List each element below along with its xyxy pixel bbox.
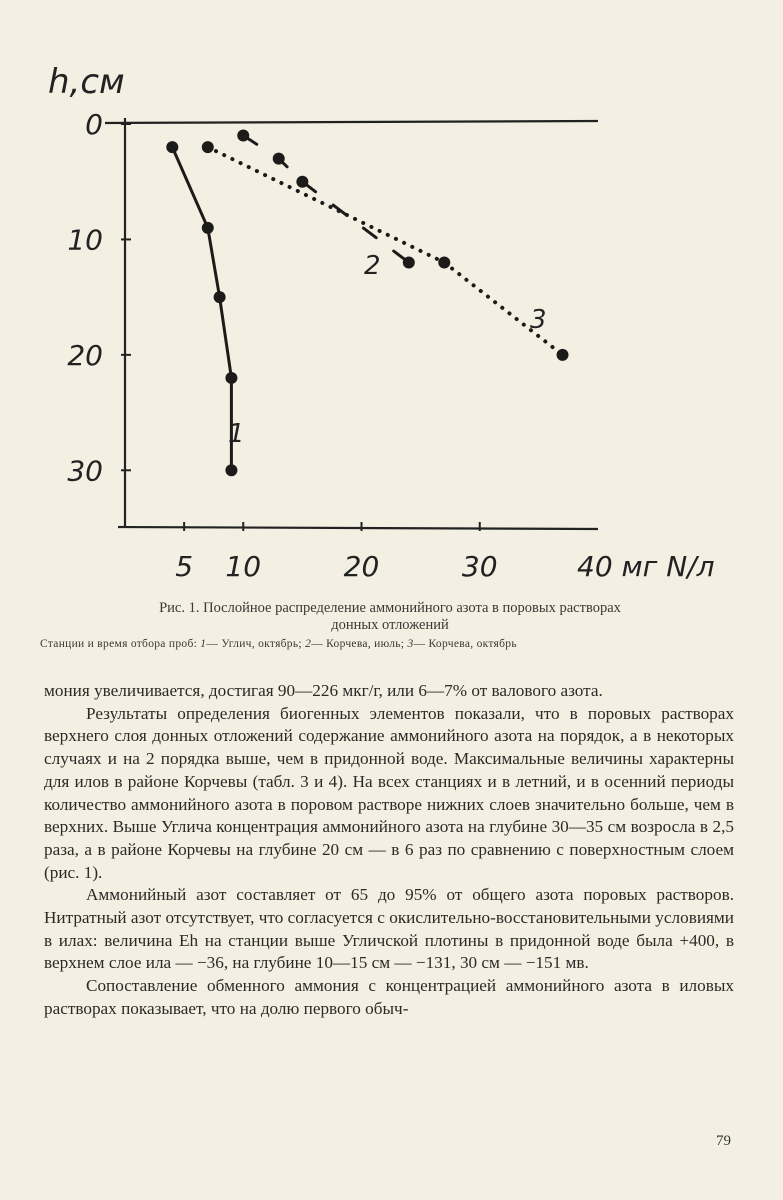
x-tick-label-5: 5: [175, 550, 194, 583]
series-1-point-3: [225, 372, 237, 384]
series-line-3: [208, 147, 563, 355]
series-1-point-1: [202, 222, 214, 234]
series-line-1: [172, 147, 231, 470]
legend-num-1: 1: [200, 638, 207, 650]
series-2-point-2: [296, 176, 308, 188]
x-ticks: [175, 522, 497, 583]
series-3-point-2: [557, 349, 569, 361]
series-2-point-3: [403, 257, 415, 269]
series-2-point-0: [237, 130, 249, 142]
paragraph-1: мония увеличивается, достигая 90—226 мкг/г, или 6—7% от валового азота.: [44, 681, 603, 700]
series-label-3: 3: [530, 305, 547, 335]
x-tick-label-20: 20: [343, 550, 380, 583]
series-1-point-4: [225, 464, 237, 476]
caption-line-1: Рис. 1. Послойное распределение аммонийного азота в поровых растворах: [159, 600, 621, 616]
x-tick-label-10: 10: [225, 550, 262, 583]
body-text: [44, 680, 734, 1021]
legend-num-2: 2: [305, 638, 312, 650]
y-tick-label-0: 0: [85, 108, 103, 141]
paragraph-3: Аммонийный азот составляет от 65 до 95% от общего азота поровых растворов. Нитратный азот отсутствует, что согласуется с окислительно-восстановительными условиями в илах: величина Eh на станции выше Угличской плотины в придонной воде была +400, в верхнем слое ила — −36, на глубине 10—15 см — −131, 30 см — −151 мв.: [44, 885, 734, 973]
legend-text-3: — Корчева, октябрь: [413, 638, 517, 650]
series-1-point-2: [214, 291, 226, 303]
series-1-point-0: [166, 141, 178, 153]
legend-text-1: — Углич, октябрь;: [206, 638, 302, 650]
legend-text-2: — Корчева, июль;: [311, 638, 405, 650]
y-axis-title: h,см: [48, 62, 125, 102]
y-ticks: [67, 108, 131, 487]
top-axis: [105, 121, 598, 123]
y-tick-label-30: 30: [67, 454, 103, 488]
caption-legend: [40, 638, 760, 650]
y-tick-label-10: 10: [67, 223, 103, 257]
x-tick-label-30: 30: [461, 550, 498, 583]
legend-num-3: 3: [407, 638, 414, 650]
series-3-point-1: [438, 257, 450, 269]
series-label-1: 1: [228, 419, 245, 449]
figure-caption: [40, 600, 740, 634]
page-number: 79: [716, 1133, 731, 1149]
paragraph-4: Сопоставление обменного аммония с концентрацией аммонийного азота в иловых растворах показывает, что на долю первого обыч-: [44, 976, 734, 1018]
paragraph-2: Результаты определения биогенных элементов показали, что в поровых растворах верхнего слоя донных отложений содержание аммонийного азота на порядок, а в некоторых случаях и на 2 порядка выше, чем в придонной воде. Максимальные величины характерны для илов в районе Корчевы (табл. 3 и 4). На всех станциях и в летний, и в осенний периоды количество аммонийного азота в поровом растворе нижних слоев значительно больше, чем в верхних. Выше Углича концентрация аммонийного азота на глубине 30—35 см возросла в 2,5 раза, а в районе Корчевы на глубине 20 см — в 6 раз по сравнению с поверхностным слоем (рис. 1).: [44, 703, 734, 882]
y-tick-label-20: 20: [67, 338, 103, 372]
caption-line-2: донных отложений: [331, 617, 449, 633]
series-2-point-1: [273, 153, 285, 165]
series-3-point-0: [202, 141, 214, 153]
series-label-2: 2: [364, 251, 381, 281]
caption-legend-prefix: Станции и время отбора проб:: [40, 638, 198, 650]
series-group: [166, 130, 568, 477]
x-axis-unit-label: 40 мг N/л: [577, 550, 715, 583]
x-axis: [118, 527, 598, 529]
series-line-2: [243, 136, 408, 263]
